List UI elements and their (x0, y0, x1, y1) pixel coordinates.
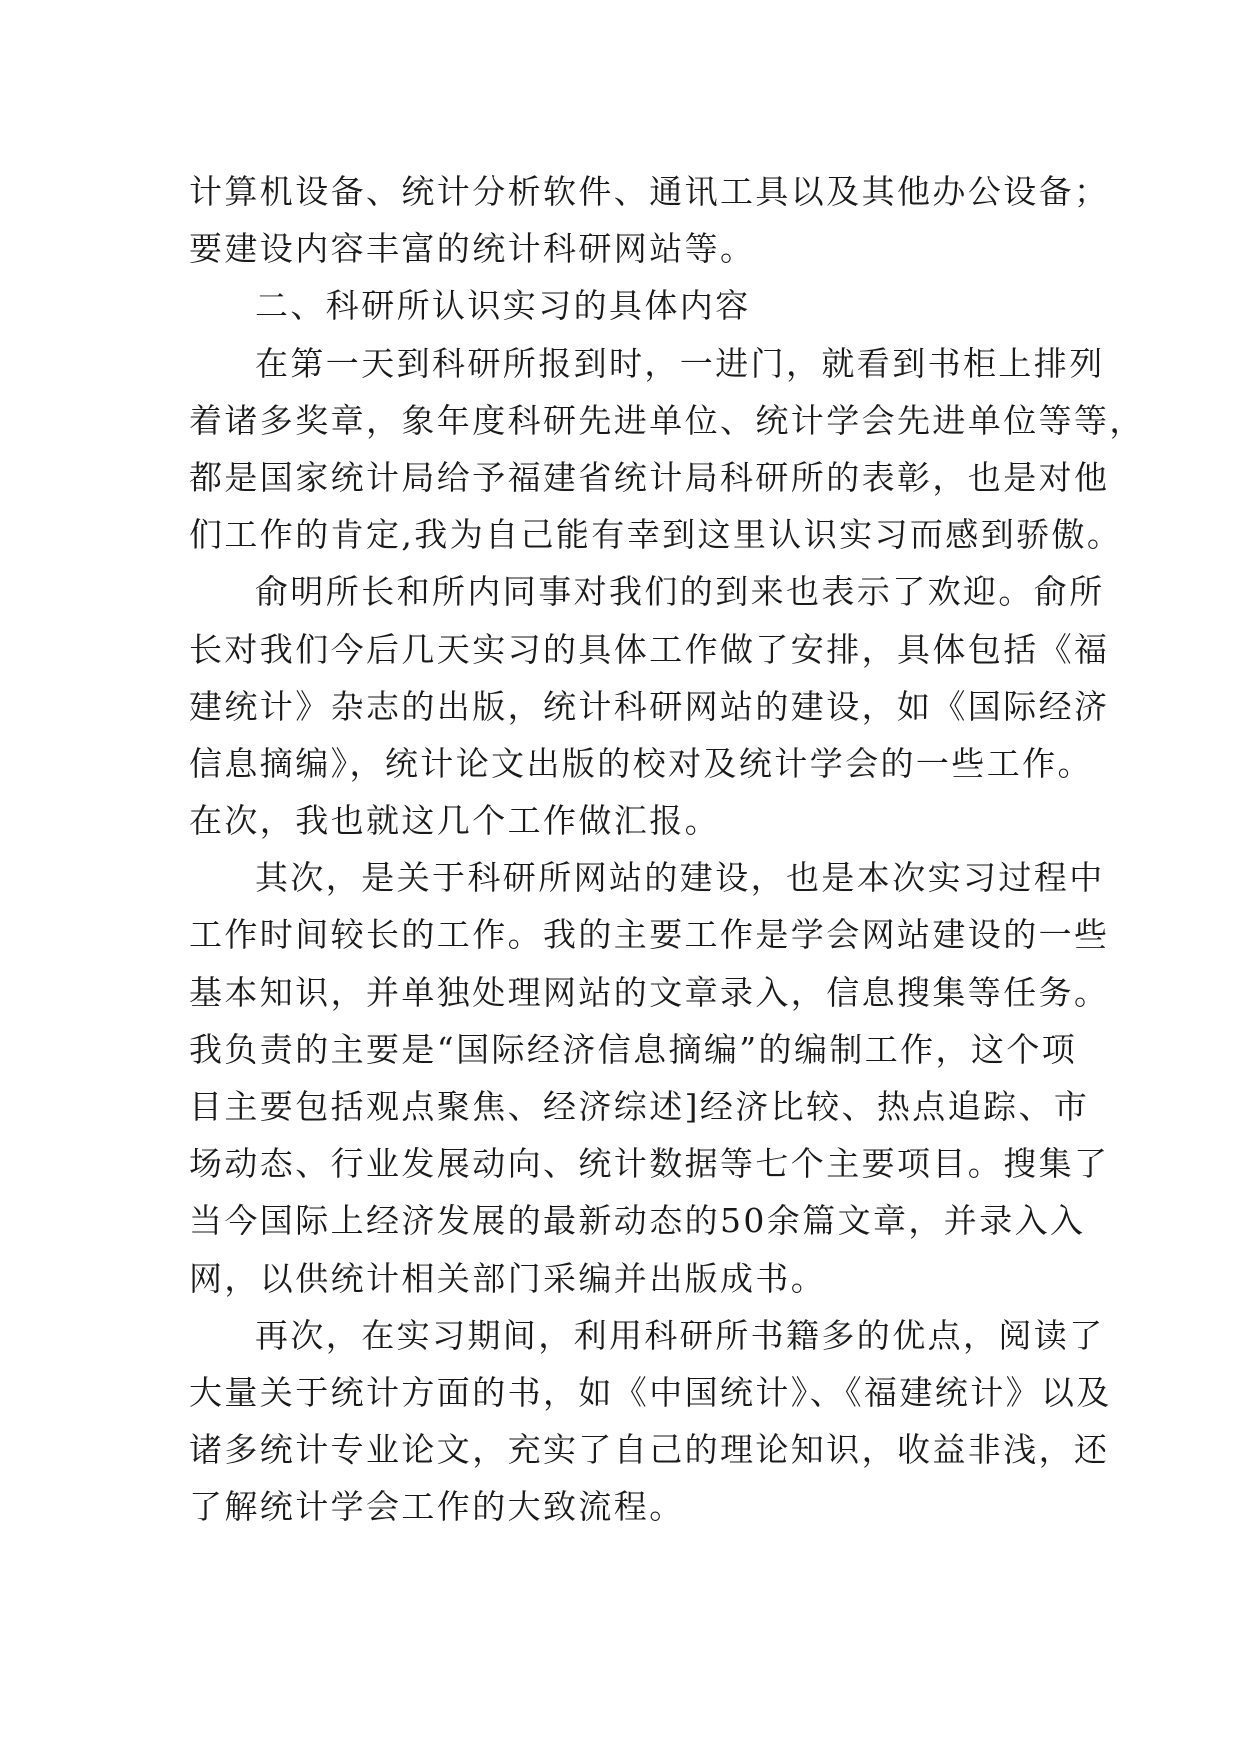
text-line: 在第一天到科研所报到时，一进门，就看到书柜上排列 (255, 343, 1105, 383)
text-line: 们工作的肯定,我为自己能有幸到这里认识实习而感到骄傲。 (189, 515, 1123, 555)
text-line: 网，以供统计相关部门采编并出版成书。 (189, 1258, 827, 1298)
text-line: 再次，在实习期间，利用科研所书籍多的优点，阅读了 (255, 1315, 1105, 1355)
text-line: 长对我们今后几天实习的具体工作做了安排，具体包括《福 (189, 629, 1110, 669)
text-line: 工作时间较长的工作。我的主要工作是学会网站建设的一些 (189, 915, 1110, 955)
text-line: 其次，是关于科研所网站的建设，也是本次实习过程中 (255, 858, 1105, 898)
text-line: 计算机设备、统计分析软件、通讯工具以及其他办公设备； (189, 172, 1110, 211)
text-line: 信息摘编》，统计论文出版的校对及统计学会的一些工作。 (189, 743, 1093, 783)
text-line: 我负责的主要是“国际经济信息摘编”的编制工作，这个项 (189, 1029, 1078, 1069)
text-line: 大量关于统计方面的书，如《中国统计》、《福建统计》以及 (189, 1372, 1112, 1412)
section-heading: 二、科研所认识实习的具体内容 (255, 286, 751, 326)
text-line: 都是国家统计局给予福建省统计局科研所的表彰，也是对他 (189, 457, 1110, 497)
text-line: 了解统计学会工作的大致流程。 (189, 1487, 685, 1527)
text-line: 在次，我也就这几个工作做汇报。 (189, 801, 720, 841)
text-line: 建统计》杂志的出版，统计科研网站的建设，如《国际经济 (189, 686, 1110, 726)
text-line: 要建设内容丰富的统计科研网站等。 (189, 229, 756, 269)
text-line: 目主要包括观点聚焦、经济综述]经济比较、热点追踪、市 (189, 1087, 1090, 1126)
text-line: 场动态、行业发展动向、统计数据等七个主要项目。搜集了 (189, 1144, 1110, 1184)
text-line: 当今国际上经济发展的最新动态的50余篇文章，并录入入 (189, 1201, 1086, 1241)
document-body (189, 163, 1145, 1536)
text-line: 基本知识，并单独处理网站的文章录入，信息搜集等任务。 (189, 972, 1110, 1012)
text-line: 俞明所长和所内同事对我们的到来也表示了欢迎。俞所 (255, 572, 1105, 612)
text-line: 诸多统计专业论文，充实了自己的理论知识，收益非浅，还 (189, 1430, 1110, 1470)
text-line: 着诸多奖章，象年度科研先进单位、统计学会先进单位等等， (189, 400, 1145, 440)
